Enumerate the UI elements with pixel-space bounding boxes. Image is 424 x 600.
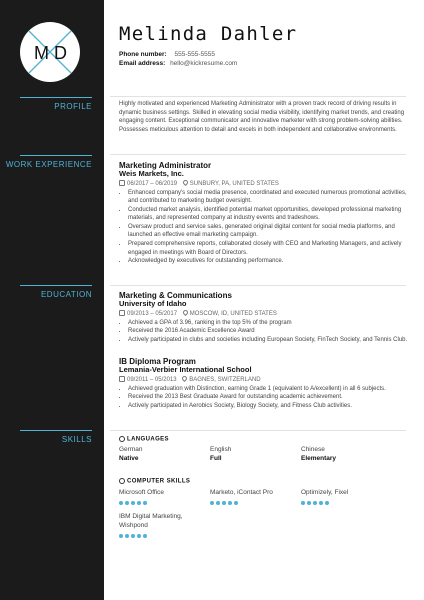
list-item: • Enhanced company's social media presence, coordinated and executed numerous promotional activities, and contributed to marketing budget oversight.: [128, 189, 409, 206]
education-entry: [119, 291, 409, 344]
edu-bullets: [119, 319, 409, 345]
skill-name: Marketo, iContact Pro: [210, 489, 273, 496]
location-pin-icon: [181, 375, 188, 382]
skill-name: IBM Digital Marketing, Wishpond: [119, 513, 183, 529]
language-name: Chinese: [301, 446, 325, 453]
list-item: • Oversaw product and service sales, generated original digital content for social media platforms, and launched an effective email marketing campaign.: [128, 223, 409, 240]
edu-school: University of Idaho: [119, 299, 187, 308]
computer-skill-item: [301, 488, 386, 508]
profile-rule: [20, 97, 92, 98]
email-value[interactable]: hello@kickresume.com: [170, 60, 238, 67]
edu-meta: [119, 376, 409, 384]
rating-dot: [125, 501, 129, 505]
list-item: • Achieved graduation with Distinction, earning Grade 1 (equivalent to A/excellent) in all 6 subjects.: [128, 385, 409, 394]
rating-dot: [125, 534, 129, 538]
rating-dot: [143, 501, 147, 505]
edu-location: BAGNES, SWITZERLAND: [189, 376, 261, 383]
phone-value: 555-555-5555: [174, 51, 215, 58]
rating-dot: [137, 501, 141, 505]
languages-heading: [119, 436, 169, 443]
rating-dot: [210, 501, 214, 505]
rating-dot: [325, 501, 329, 505]
computer-skills-label: COMPUTER SKILLS: [127, 478, 191, 485]
monitor-icon: [119, 478, 125, 484]
calendar-icon: [119, 376, 125, 382]
rating-dot: [143, 534, 147, 538]
edu-location: MOSCOW, ID, UNITED STATES: [189, 310, 277, 317]
language-item: [119, 445, 142, 463]
work-rule: [20, 155, 92, 156]
language-level: Full: [210, 455, 222, 462]
list-item: • Received the 2013 Best Graduate Award for outstanding academic achievement.: [128, 393, 409, 402]
skill-name: Microsoft Office: [119, 489, 165, 496]
phone-line: [119, 51, 215, 58]
rating-dot: [319, 501, 323, 505]
calendar-icon: [119, 180, 125, 186]
edu-dates: 09/2013 – 05/2017: [127, 310, 178, 317]
work-title: Marketing Administrator: [119, 161, 212, 170]
location-pin-icon: [182, 309, 189, 316]
rating-dot: [131, 534, 135, 538]
skills-rule: [20, 430, 92, 431]
edu-school: Lemania-Verbier International School: [119, 365, 252, 374]
language-item: [301, 445, 336, 463]
initial-left: M: [34, 43, 49, 63]
work-dates: 06/2017 – 06/2019: [127, 180, 178, 187]
computer-skill-item: [210, 488, 295, 508]
rating-dot: [119, 534, 123, 538]
phone-label: Phone number:: [119, 51, 167, 58]
computer-skill-item: [119, 488, 204, 508]
education-rule: [20, 285, 92, 286]
rating-dot: [307, 501, 311, 505]
sidebar: [0, 0, 104, 600]
monogram-logo: [20, 22, 80, 82]
edu-dates: 09/2011 – 05/2013: [127, 376, 177, 383]
languages-label: LANGUAGES: [127, 436, 169, 443]
location-pin-icon: [182, 179, 189, 186]
edu-title: Marketing & Communications: [119, 291, 232, 300]
work-bullets: [119, 189, 409, 266]
work-company: Weis Markets, Inc.: [119, 169, 184, 178]
rating-dot: [301, 501, 305, 505]
list-item: • Prepared comprehensive reports, collaborated closely with CEO and Marketing Managers, and actively engaged in meetings with Board of Directors.: [128, 240, 409, 257]
edu-title: IB Diploma Program: [119, 357, 196, 366]
skill-rating: [119, 532, 204, 541]
language-level: Native: [119, 455, 139, 462]
rating-dot: [131, 501, 135, 505]
list-item: • Conducted market analysis, identified potential market opportunities, developed professional marketing materials, and represented company at industry events and tradeshows.: [128, 206, 409, 223]
edu-bullets: [119, 385, 409, 411]
language-name: German: [119, 446, 143, 453]
education-entry: [119, 357, 409, 410]
candidate-name: Melinda Dahler: [119, 23, 298, 45]
work-heading: WORK EXPERIENCE: [5, 160, 92, 169]
profile-text: Highly motivated and experienced Marketing Administrator with a proven track record of driving results in dynamic business settings. Skilled in elevating social media visibility, identifying market trends, and creating engaging content. Exceptional communicator and innovative marketer with strong problem-solving abilities. Possesses meticulous attention to detail and excels in both independent and collaborative environments.: [119, 101, 405, 133]
rating-dot: [137, 534, 141, 538]
rating-dot: [216, 501, 220, 505]
divider: [110, 285, 406, 286]
list-item: • Acknowledged by executives for outstanding performance.: [128, 257, 409, 266]
computer-skill-item: [119, 512, 204, 541]
skill-rating: [210, 499, 295, 508]
divider: [110, 154, 406, 155]
calendar-icon: [119, 310, 125, 316]
language-item: [210, 445, 231, 463]
divider: [110, 430, 406, 431]
rating-dot: [119, 501, 123, 505]
rating-dot: [222, 501, 226, 505]
email-line: [119, 60, 237, 67]
list-item: • Actively participated in Aerobics Society, Biology Society, and Fitness Club activities.: [128, 402, 409, 411]
skill-name: Optimizely, Fixel: [301, 489, 349, 496]
computer-skills-heading: [119, 478, 190, 485]
list-item: • Actively participated in clubs and societies including European Society, FinTech Society, and Tennis Club.: [128, 336, 409, 345]
edu-meta: [119, 310, 409, 318]
work-meta: [119, 180, 409, 188]
rating-dot: [313, 501, 317, 505]
rating-dot: [228, 501, 232, 505]
profile-heading: PROFILE: [54, 102, 92, 111]
work-location: SUNBURY, PA, UNITED STATES: [189, 180, 279, 187]
language-name: English: [210, 446, 232, 453]
list-item: • Received the 2016 Academic Excellence Award: [128, 327, 409, 336]
skills-heading: SKILLS: [61, 435, 92, 444]
globe-icon: [119, 436, 125, 442]
skill-rating: [119, 499, 204, 508]
education-heading: EDUCATION: [40, 290, 92, 299]
email-label: Email address:: [119, 60, 166, 67]
list-item: • Achieved a GPA of 3.96, ranking in the top 5% of the program: [128, 319, 409, 328]
initial-right: D: [54, 43, 67, 63]
divider: [110, 96, 406, 97]
language-level: Elementary: [301, 455, 337, 462]
skill-rating: [301, 499, 386, 508]
rating-dot: [234, 501, 238, 505]
work-entry: [119, 161, 409, 266]
